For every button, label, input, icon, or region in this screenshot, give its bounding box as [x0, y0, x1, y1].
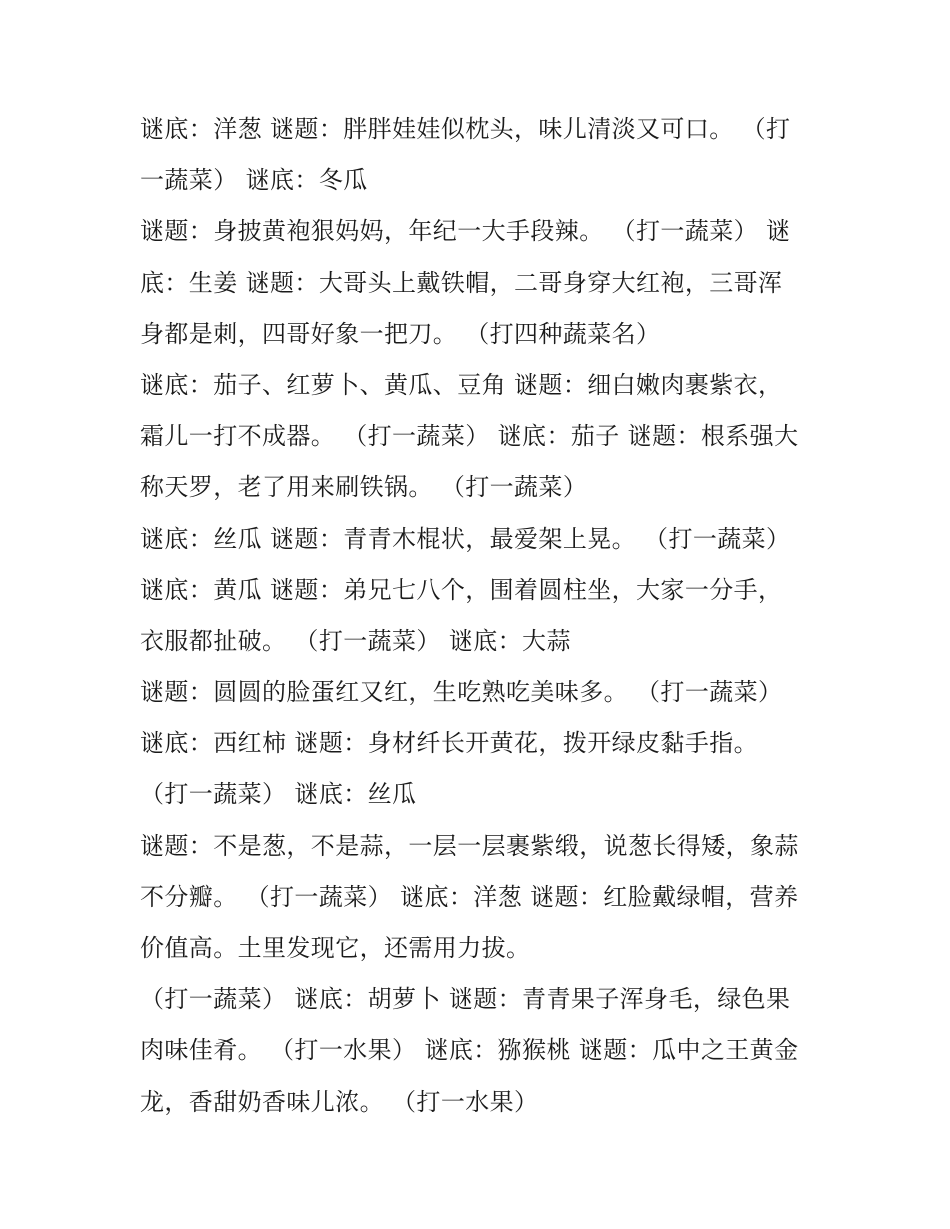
text-line-12: 谜题：圆圆的脸蛋红又红，生吃熟吃美味多。 （打一蔬菜）: [140, 678, 783, 707]
text-line-13: 谜底：西红柿 谜题：身材纤长开黄花，拨开绿皮黏手指。: [140, 729, 759, 758]
text-line-15: 谜题：不是葱，不是蒜，一层一层裹紫缎，说葱长得矮，象蒜: [140, 831, 799, 860]
text-line-2: 一蔬菜） 谜底：冬瓜: [140, 166, 368, 195]
text-line-19: 肉味佳肴。 （打一水果） 谜底：猕猴桃 谜题：瓜中之王黄金: [140, 1036, 799, 1065]
text-line-5: 身都是刺，四哥好象一把刀。 （打四种蔬菜名）: [140, 319, 661, 348]
text-line-20: 龙，香甜奶香味儿浓。 （打一水果）: [140, 1087, 539, 1116]
text-line-17: 价值高。土里发现它，还需用力拔。: [140, 934, 531, 962]
text-line-11: 衣服都扯破。 （打一蔬菜） 谜底：大蒜: [140, 626, 571, 655]
text-line-3: 谜题：身披黄袍狠妈妈，年纪一大手段辣。 （打一蔬菜） 谜: [140, 217, 791, 246]
text-line-8: 称天罗，老了用来刷铁锅。 （打一蔬菜）: [140, 473, 588, 502]
text-line-6: 谜底：茄子、红萝卜、黄瓜、豆角 谜题：细白嫩肉裹紫衣，: [140, 370, 783, 399]
text-line-9: 谜底：丝瓜 谜题：青青木棍状，最爱架上晃。 （打一蔬菜）: [140, 524, 791, 553]
text-line-16: 不分瓣。 （打一蔬菜） 谜底：洋葱 谜题：红脸戴绿帽，营养: [140, 882, 799, 911]
text-line-4: 底：生姜 谜题：大哥头上戴铁帽，二哥身穿大红袍，三哥浑: [140, 268, 783, 297]
text-line-10: 谜底：黄瓜 谜题：弟兄七八个，围着圆柱坐，大家一分手，: [140, 575, 783, 604]
riddle-text-body: [140, 104, 840, 1128]
text-line-1: 谜底：洋葱 谜题：胖胖娃娃似枕头，味儿清淡又可口。 （打: [140, 115, 791, 143]
text-line-14: （打一蔬菜） 谜底：丝瓜: [140, 780, 417, 809]
text-line-18: （打一蔬菜） 谜底：胡萝卜 谜题：青青果子浑身毛，绿色果: [140, 985, 791, 1014]
text-line-7: 霜儿一打不成器。 （打一蔬菜） 谜底：茄子 谜题：根系强大: [140, 422, 799, 451]
